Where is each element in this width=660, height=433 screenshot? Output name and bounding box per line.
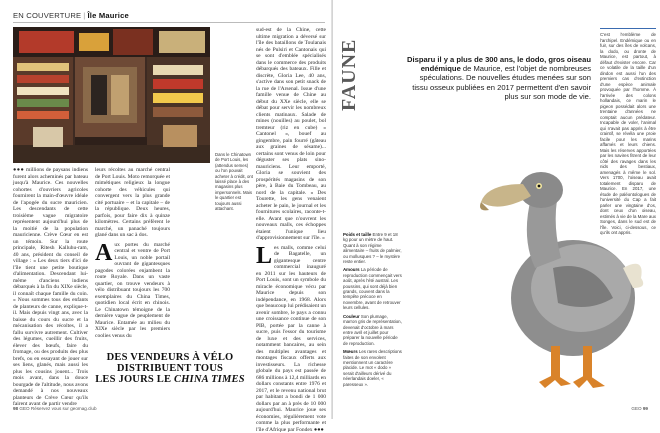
- section-label: EN COUVERTURE: [13, 11, 81, 20]
- pull-quote: [95, 352, 245, 385]
- dropcap-letter: A: [95, 243, 112, 263]
- shop-photo-drawing: [13, 27, 210, 163]
- pull-quote-line-1: DES VENDEURS À VÉLO: [95, 352, 245, 363]
- column-2-dropcap-paragraph: [95, 242, 170, 340]
- dodo-annotations: [343, 232, 403, 402]
- photo-caption: Dans le Chinatown de Port Louis, les (attendus semes) ou l'on pouvait acheter à crédit, ont laissé place à des magasins plus impersonnels. Mais le quartier est toujours aussi attachant.: [215, 152, 253, 211]
- annotation-text: La période de reproduction commençait vers août, après l'été austral. Les poussins, qui sont déjà bien grands, couvent dans la tempête précoce en novembre, avant de retrouver leurs cellules.: [343, 267, 402, 310]
- article-column-3: [256, 27, 326, 395]
- annotation-label: Amours: [343, 267, 360, 272]
- annotation-label: Poids et taille: [343, 232, 371, 237]
- annotation-text: Entre 9 et 18 kg pour un mètre de haut. Quant à son régime alimentaire – fruits de palmier, ou mollusques ? – le mystère reste entier.: [343, 232, 402, 264]
- annotation-label: Mœurs: [343, 349, 358, 354]
- pull-quote-italic: CHINA TIMES: [174, 374, 245, 385]
- column-3-paragraph: sud-est de la Chine, cette ultime migration a déversé sur l'île des bataillons de Toulanais nés de Pulsiri et Cantonais qui se sont d'emblée spécialisés dans le commerce des produits débarqués des bateaux. Fille et discrète, Gloria Lee, 40 ans, s'active dans son petit snack de la rue de l'Arsenal. Issue d'une famille venue de Chine au début du XXe siècle, elle se débat pour servir les nombreux clients matinaux. Salade de mines (nouilles) au poulet, bol tremteur (riz en cube) « Cantonel », bouef au gingembre, pain fourré (gâteau aux graines de sésame)... certains sont venus de loin pour déguster ses plats sino-mauriciens. Leur emporté, Gloria se souvient des prospérités magasins de son père, à Baie du Tombeau, au nord de la capitale. « Des Tourette, les gens venaient acheter le pain, le journal et les fournitures scolaires, raconte-t-elle. Avant que n'ouvrent les nouveaux malls, ces échoppes étaient l'unique lieu d'approvisionnement sur l'île. »: [256, 27, 326, 242]
- section-topic: Île Maurice: [87, 11, 128, 20]
- dropcap-letter: L: [256, 246, 272, 266]
- column-2-dropcap-text: ux portes du marché central et ventre de Port Louis, un noble portail ouvrant de gigantesques pagodes colorées enjambent la route Royale. Dans un vaste quartier, on trouve vendeurs à vélo distribuant toujours les 700 exemplaires du China Times, quotidien local écrit en chinois. Le Chinatown témoigne de la dernière vague de peuplement de Maurice. Entamée au milieu du XIXe siècle par les premiers coolies venus du: [95, 242, 170, 339]
- header-rule: [13, 22, 325, 23]
- folio-right: [631, 406, 648, 411]
- annotation-text: Les rares descriptions faites de son envolent mentionnent un caractère placide. Le mot « dodo » serait d'ailleurs dérivé du néerlandais doeler, « paresseux ».: [343, 349, 402, 386]
- pull-quote-line-2: DISTRIBUENT TOUS: [95, 363, 245, 374]
- annotation-item: [343, 349, 403, 387]
- annotation-item: [343, 232, 403, 264]
- left-page: [0, 0, 333, 419]
- article-column-1: ●●● millions de paysans indiens furent alors acheminés par bateau jusqu'à Maurice. Ces nouvelles cohortes d'ouvriers agricoles fournirent la main-d'œuvre idéale de l'apogée du sucre mauricien. Les descendants de cette troisième vague migratoire représentent aujourd'hui plus de la moitié de la population mauricienne. Crève Cœur en est un témoin. Sur la route principale, Ritesh Kalluhu-ram, 40 ans, président du conseil de village : « Les deux tiers d'ici de l'île tient une petite boutique d'alimentation. Descendant lui-même d'anciens indiens débarqués à la fin du XIXe siècle, il connaît chaque famille du coin. « Nous sommes tous des enfants de planteurs de canne, explique-t-il. Mais depuis vingt ans, avec la baisse du cours du sucre et la mécanisation des récoltes, il a fallu survivre autrement. Cultiver des légumes, cueillir des fruits, élever des bœufs, faire du fromage, ou des produits des plus brefs, ou en essayant de jouer sur ses liens, glanés, mais aussi les plus les cousins jouent... Trois mois avant, dans la douce bourgade de l'altitude, nous avons demandé à nos nouveaux planteurs de Crève Cœur qu'ils fairent avant de partir vendre: [13, 167, 88, 402]
- annotation-text: Son plumage, marron gris de représentation, devenait d'octobre à mars entre avril et juillet pour préparer la nouvelle période de reproduction.: [343, 314, 402, 346]
- pull-quote-prefix: LES JOURS LE: [95, 374, 174, 385]
- dodo-illustration: [473, 138, 648, 398]
- chinatown-shop-photo: [13, 27, 210, 163]
- annotation-item: [343, 314, 403, 346]
- folio-left-text: GEO Réservez vous sur geomag.club: [19, 406, 96, 411]
- folio-left: [13, 406, 97, 411]
- faune-word: FAUNE: [338, 39, 361, 111]
- folio-right-text: GEO: [631, 406, 641, 411]
- column-3-dropcap-paragraph: [256, 245, 326, 433]
- page-number-left: 98: [13, 406, 18, 411]
- column-3-dropcap-text: es malls, comme celui de Bagatelle, un gigantesque centre commercial inauguré en 2011 sur les hauteurs de Port Louis, sont un symbole du miracle économique vécu par Maurice depuis son indépendance, en 1968. Alors que beaucoup lui prédisaient un avenir sombre, le pays a connu une croissance continue de son PIB, portée par la canne à sucre, puis l'essor du tourisme de luxe et des services, notamment bancaires, au sein des multiples avantages et montages fiscaux offerts aux investisseurs. La richesse globale du pays est passée de 686 millions à 12,4 milliards en dollars constants entre 1976 et 2017, et le revenu national brut par habitant a bondi de 1 000 dollars par an à près de 10 000 aujourd'hui. Maurice joue ses économies, régulièrement vote comme la plus performante et l'île d'Afrique par Fondex ●●●: [256, 245, 326, 433]
- side-column-text: C'est l'emblème de l'archipel. Endémique ou en fuir, sur des îles de volcans, la dodo, ou dronte de Maurice, est partout, à défaut d'exister encore. Car ce volatile de la taille d'un dindon est aussi l'un des premiers cas d'extinction d'une espèce animale provoquée par l'homme. À l'arrivée des colons hollandais, ce marin le pigeon possédait alors une trentaine d'années ne comptait aucun prédateur. Incapable de voler, l'animal qui n'avait pas appris à être craintif, se révéla une proie facile pour les marins affamés et leurs chiens. Mais les réserves apportées par les navires fitrent de leur côté des ravages dans les nids des bestiaux, amenagés à même le sol. Vers 1700, l'oiseau avait totalement disparu de Maurice. En 2017, une étude de paléontologues de l'université du Cap a fait parler une vingtaine d'os, dont ceux d'un oiseau, estimés à vie de la Mare aux Songes, dans le sud est de l'île. Voici, ci-dessous, ce qu'ils ont appris.: [600, 32, 656, 236]
- article-column-2: [95, 167, 170, 343]
- rubric-separator: |: [83, 11, 85, 20]
- column-2-paragraph: leurs récoltes au marché central de Port Louis. Moto remorquée et mimétiques religieux la longue cohorte des véhicules qui convergent vers la plus grande cité portuaire – et la capitale – de la république. Deux heures, parfois, pour faire dix à quinze kilomètres. Certains préfèrent le marché, un panaché toujours glané dans un sac à dos.: [95, 167, 170, 239]
- intro-rest: de Maurice, est l'objet de nombreuses spéculations. De nouvelles études menées sur son tissu osseux publiées en 2017 permettent d'en savoir plus sur son mode de vie.: [412, 64, 591, 101]
- intro-bold: Disparu il y a plus de 300 ans, le dodo, gros oiseau endémique: [407, 55, 591, 73]
- page-number-right: 99: [643, 406, 648, 411]
- right-page: [333, 0, 660, 419]
- pull-quote-line-3: [95, 374, 245, 385]
- dodo-intro: [406, 55, 591, 101]
- annotation-label: Couleur: [343, 314, 360, 319]
- annotation-item: [343, 267, 403, 310]
- section-rubric: [13, 11, 129, 20]
- faune-vertical-label: [337, 55, 363, 111]
- accent-rule: [600, 28, 656, 29]
